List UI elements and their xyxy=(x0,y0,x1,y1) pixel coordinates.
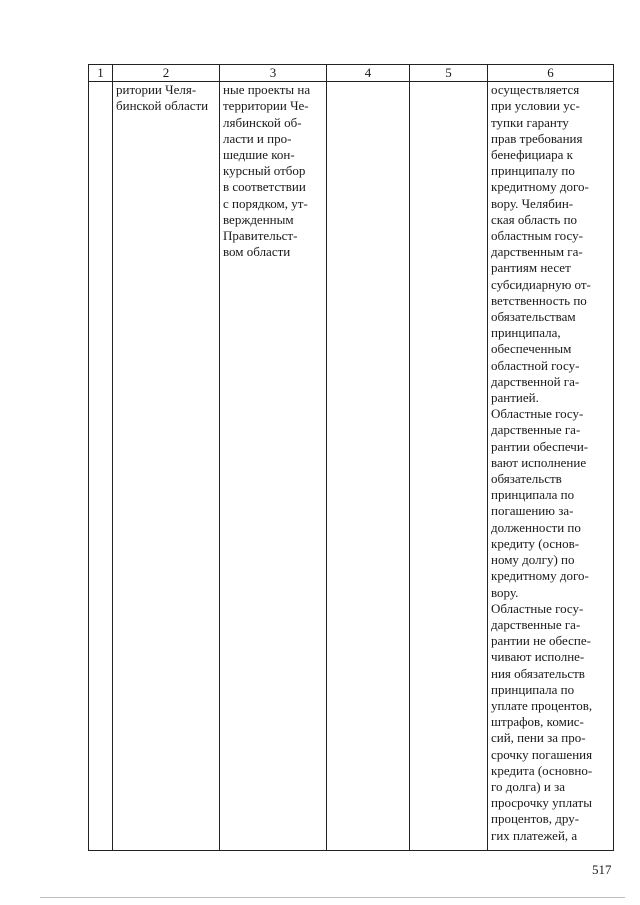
text-line: областной госу- xyxy=(491,357,580,373)
text-line: ласти и про- xyxy=(223,130,292,146)
cell-col-2 xyxy=(113,82,220,851)
cell-col-6 xyxy=(488,82,614,851)
text-line: вору. Челябин- xyxy=(491,195,574,211)
text-line: ные проекты на xyxy=(223,82,311,98)
text-line: погашению за- xyxy=(491,503,574,519)
text-line: бенефициара к xyxy=(491,147,573,163)
header-col-6: 6 xyxy=(488,65,614,82)
text-line: уплате процентов, xyxy=(491,697,593,713)
text-line: вом области xyxy=(223,244,291,260)
text-line: лябинской об- xyxy=(223,114,302,130)
text-line: кредита (основно- xyxy=(491,762,593,778)
text-line: кредитному дого- xyxy=(491,568,589,584)
text-line: просрочку уплаты xyxy=(491,795,592,811)
text-line: Областные госу- xyxy=(491,600,584,616)
text-line: дарственные га- xyxy=(491,422,581,438)
text-line: го долга) и за xyxy=(491,778,565,794)
text-line: Областные госу- xyxy=(491,406,584,422)
header-col-4: 4 xyxy=(327,65,410,82)
text-line: чивают исполне- xyxy=(491,649,585,665)
guarantee-table xyxy=(88,64,614,851)
text-line: обязательств xyxy=(491,471,562,487)
text-line: обязательствам xyxy=(491,309,576,325)
text-line: рантии не обеспе- xyxy=(491,633,591,649)
text-line: принципала по xyxy=(491,681,575,697)
text-line: рантией. xyxy=(491,390,539,406)
text-line: гих платежей, а xyxy=(491,827,578,843)
header-col-2: 2 xyxy=(113,65,220,82)
text-line: дарственной га- xyxy=(491,373,580,389)
text-line: Правительст- xyxy=(223,228,298,244)
table-row xyxy=(89,82,614,851)
header-col-5: 5 xyxy=(410,65,488,82)
text-line: срочку погашения xyxy=(491,746,593,762)
cell-col-3 xyxy=(220,82,327,851)
text-line: штрафов, комис- xyxy=(491,714,584,730)
text-line: принципала по xyxy=(491,487,575,503)
text-line: ния обязательств xyxy=(491,665,585,681)
text-line: вору. xyxy=(491,584,519,600)
cell-col-4 xyxy=(327,82,410,851)
text-line: ская область по xyxy=(491,211,578,227)
header-col-3: 3 xyxy=(220,65,327,82)
header-row xyxy=(89,65,614,82)
text-line: дарственным га- xyxy=(491,244,583,260)
text-line: обеспеченным xyxy=(491,341,572,357)
text-line: с порядком, ут- xyxy=(223,195,308,211)
text-line: принципала, xyxy=(491,325,561,341)
text-line: вают исполнение xyxy=(491,454,587,470)
page-number: 517 xyxy=(592,862,612,877)
text-line: сий, пени за про- xyxy=(491,730,586,746)
text-line: долженности по xyxy=(491,519,581,535)
text-line: ветственность по xyxy=(491,292,587,308)
text-line: бинской области xyxy=(116,98,209,114)
scan-edge-line xyxy=(40,897,625,898)
text-line: рантии обеспечи- xyxy=(491,438,589,454)
cell-col-5 xyxy=(410,82,488,851)
text-line: курсный отбор xyxy=(223,163,306,179)
text-line: областным госу- xyxy=(491,228,583,244)
text-line: прав требования xyxy=(491,130,583,146)
text-line: рантиям несет xyxy=(491,260,571,276)
text-line: ритории Челя- xyxy=(116,82,197,98)
text-line: принципалу по xyxy=(491,163,575,179)
text-line: осуществляется xyxy=(491,82,580,98)
text-line: кредитному дого- xyxy=(491,179,589,195)
text-line: территории Че- xyxy=(223,98,309,114)
text-line: ному долгу) по xyxy=(491,552,575,568)
text-line: при условии ус- xyxy=(491,98,580,114)
text-line: вержденным xyxy=(223,211,294,227)
text-line: процентов, дру- xyxy=(491,811,580,827)
header-col-1: 1 xyxy=(89,65,113,82)
text-line: шедшие кон- xyxy=(223,147,295,163)
cell-col-1 xyxy=(89,82,113,851)
text-line: кредиту (основ- xyxy=(491,535,580,551)
text-line: тупки гаранту xyxy=(491,114,569,130)
text-line: субсидиарную от- xyxy=(491,276,591,292)
text-line: в соответствии xyxy=(223,179,306,195)
text-line: дарственные га- xyxy=(491,616,581,632)
